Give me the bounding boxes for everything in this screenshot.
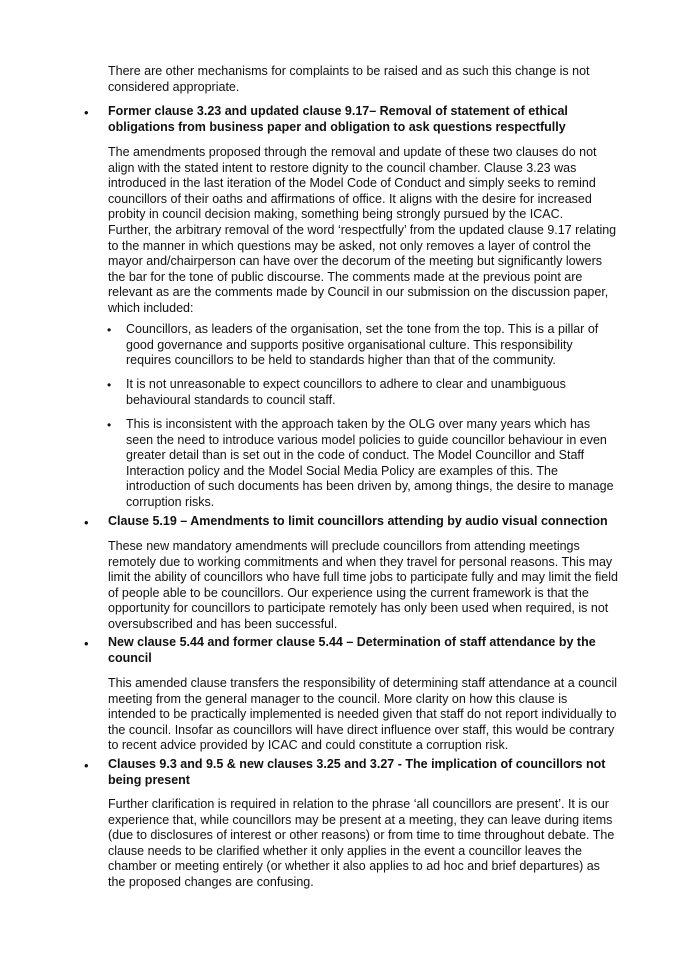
section-1-heading: Former clause 3.23 and updated clause 9.17– Removal of statement of ethical obligations from business paper and obligation to ask questions respectfully bbox=[108, 104, 568, 134]
section-1-sub-bullet-2-marker: • bbox=[107, 378, 112, 392]
section-1-sub-bullet-3: This is inconsistent with the approach taken by the OLG over many years which has seen the need to introduce various model policies to guide councillor behaviour in even greater detail than is set out in the code of conduct. The Model Councillor and Staff Interaction policy and the Model Social Media Policy are examples of this. The introduction of such documents has been driven by, among things, the desire to manage corruption risks. bbox=[126, 417, 614, 509]
intro-paragraph: There are other mechanisms for complaints to be raised and as such this change is not considered appropriate. bbox=[108, 64, 590, 94]
section-1-paragraph-2: Further, the arbitrary removal of the word ‘respectfully’ from the updated clause 9.17 relating to the manner in which questions may be asked, not only removes a layer of control the mayor and/chairperson can have over the decorum of the meeting but significantly lowers the bar for the tone of public discourse. The comments made at the previous point are relevant as are the comments made by Council in our submission on the discussion paper, which included: bbox=[108, 223, 617, 315]
section-3-heading: New clause 5.44 and former clause 5.44 – Determination of staff attendance by the council bbox=[108, 635, 596, 665]
section-2-paragraph-1: These new mandatory amendments will preclude councillors from attending meetings remotely due to working commitments and when they travel for personal reasons. This may limit the ability of councillors who have full time jobs to participate fully and may limit the field of people able to be councillors. Our experience using the current framework is that the opportunity for councillors to participate remotely has only been used when required, is not oversubscribed and has been successful. bbox=[108, 539, 618, 631]
section-1-bullet: • bbox=[84, 105, 89, 120]
section-3-paragraph-1: This amended clause transfers the responsibility of determining staff attendance at a council meeting from the general manager to the council. More clarity on how this clause is intended to be practically implemented is needed given that staff do not report individually to the council. Insofar as councillors will have direct influence over staff, this would be contrary to recent advice provided by ICAC and could constitute a corruption risk. bbox=[108, 676, 618, 752]
section-4-paragraph-1: Further clarification is required in relation to the phrase ‘all councillors are present’. It is our experience that, while councillors may be present at a meeting, they can leave during items (due to disclosures of interest or other reasons) or from time to time throughout debate. The clause needs to be clarified whether it only applies in the event a councillor leaves the chamber or meeting entirely (or whether it also applies to ad hoc and brief departures) as the proposed changes are confusing. bbox=[108, 797, 615, 889]
section-1-sub-bullet-1: Councillors, as leaders of the organisation, set the tone from the top. This is a pillar of good governance and supports positive organisational culture. This responsibility requires councillors to be held to standards higher than that of the community. bbox=[126, 322, 599, 367]
section-4-bullet: • bbox=[84, 758, 89, 773]
section-2-bullet: • bbox=[84, 515, 89, 530]
section-2-heading: Clause 5.19 – Amendments to limit councillors attending by audio visual connection bbox=[108, 514, 608, 528]
section-4-heading: Clauses 9.3 and 9.5 & new clauses 3.25 and 3.27 - The implication of councillors not being present bbox=[108, 757, 606, 787]
section-1-sub-bullet-2: It is not unreasonable to expect councillors to adhere to clear and unambiguous behavioural standards to council staff. bbox=[126, 377, 566, 407]
section-1-paragraph-1: The amendments proposed through the removal and update of these two clauses do not align with the stated intent to restore dignity to the council chamber. Clause 3.23 was introduced in the last iteration of the Model Code of Conduct and simply seeks to remind councillors of their oaths and affirmations of office. It aligns with the desire for increased probity in council decision making, something being strongly pursued by the ICAC. bbox=[108, 145, 597, 221]
section-3-bullet: • bbox=[84, 636, 89, 651]
section-1-sub-bullet-3-marker: • bbox=[107, 418, 112, 432]
section-1-sub-bullet-1-marker: • bbox=[107, 323, 112, 337]
